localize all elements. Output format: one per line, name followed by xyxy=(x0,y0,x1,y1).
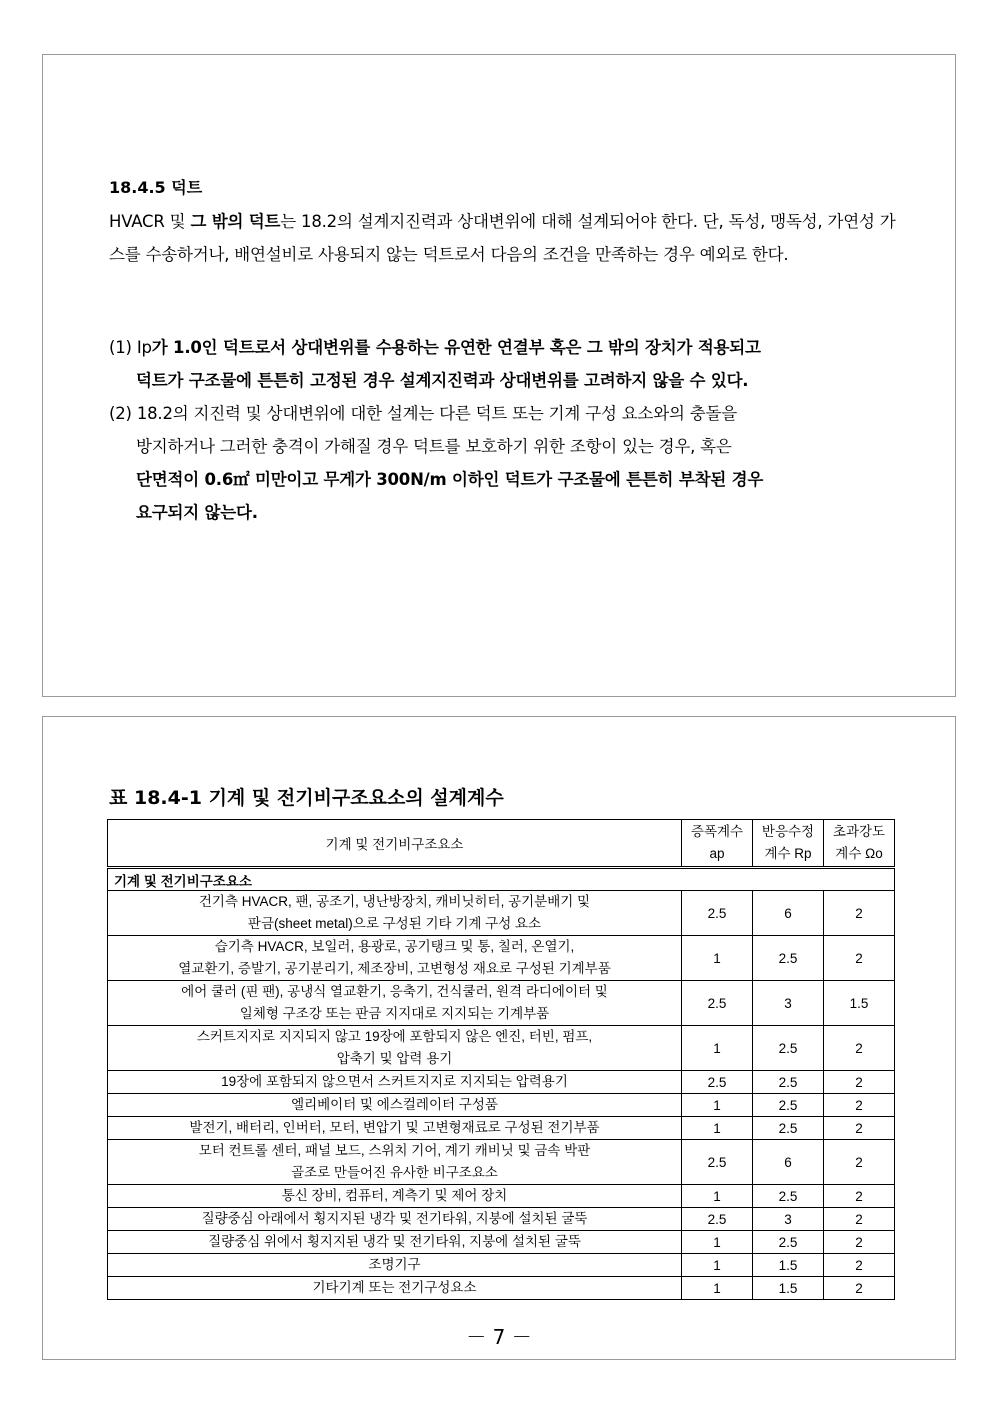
row-name-line1: 발전기, 배터리, 인버터, 모터, 변압기 및 고변형재료로 구성된 전기부품 xyxy=(189,1120,600,1135)
row-name-line2: 판금(sheet metal)으로 구성된 기타 기계 구성 요소 xyxy=(247,916,542,931)
row-component-name xyxy=(108,1208,682,1231)
row-name-line1: 질량중심 위에서 횡지지된 냉각 및 전기타워, 지붕에 설치된 굴뚝 xyxy=(208,1234,581,1249)
row-name-line1: 습기측 HVACR, 보일러, 용광로, 공기탱크 및 통, 칠러, 온열기, xyxy=(214,939,575,954)
group-label: 기계 및 전기비구조요소 xyxy=(108,868,895,891)
row-component-name xyxy=(108,1140,682,1185)
list-item-2 xyxy=(109,397,763,529)
row-name-line1: 19장에 포함되지 않으면서 스커트지지로 지지되는 압력용기 xyxy=(221,1074,568,1089)
row-omega-value: 2 xyxy=(824,1254,895,1277)
row-component-name xyxy=(108,1117,682,1140)
intro-paragraph xyxy=(109,205,899,271)
header-rp xyxy=(753,820,824,868)
row-rp-value: 2.5 xyxy=(753,1026,824,1071)
row-name-line1: 엘리베이터 및 에스컬레이터 구성품 xyxy=(291,1097,498,1112)
item1-prefix: (1) Ip xyxy=(109,338,152,357)
row-ap-value: 1 xyxy=(682,1277,753,1300)
row-rp-value: 2.5 xyxy=(753,1185,824,1208)
row-omega-value: 2 xyxy=(824,1277,895,1300)
row-ap-value: 1 xyxy=(682,1254,753,1277)
row-omega-value: 2 xyxy=(824,1231,895,1254)
header-ap-line2: ap xyxy=(709,846,725,861)
table-row xyxy=(108,1208,895,1231)
row-component-name xyxy=(108,1185,682,1208)
table-row xyxy=(108,1231,895,1254)
row-rp-value: 2.5 xyxy=(753,1117,824,1140)
header-rp-line2: 계수 Rp xyxy=(764,846,812,861)
row-component-name xyxy=(108,1231,682,1254)
row-omega-value: 2 xyxy=(824,1208,895,1231)
item2-line1: (2) 18.2의 지진력 및 상대변위에 대한 설계는 다른 덕트 또는 기계 구성 요소와의 충돌을 xyxy=(109,404,737,423)
table-row xyxy=(108,936,895,981)
row-ap-value: 2.5 xyxy=(682,1140,753,1185)
row-rp-value: 2.5 xyxy=(753,1231,824,1254)
table-row xyxy=(108,1026,895,1071)
row-component-name xyxy=(108,891,682,936)
row-name-line1: 스커트지지로 지지되지 않고 19장에 포함되지 않은 엔진, 터빈, 펌프, xyxy=(196,1029,593,1044)
row-name-line2: 압축기 및 압력 용기 xyxy=(336,1051,453,1066)
row-omega-value: 1.5 xyxy=(824,981,895,1026)
row-name-line2: 일체형 구조강 또는 판금 지지대로 지지되는 기계부품 xyxy=(239,1006,550,1021)
table-header-row xyxy=(108,820,895,868)
table-row xyxy=(108,981,895,1026)
row-omega-value: 2 xyxy=(824,1094,895,1117)
row-ap-value: 1 xyxy=(682,1026,753,1071)
item2-line4: 요구되지 않는다. xyxy=(136,503,258,522)
table-row xyxy=(108,1277,895,1300)
row-component-name xyxy=(108,1277,682,1300)
header-omega-line1: 초과강도 xyxy=(832,824,886,839)
header-rp-line1: 반응수정 xyxy=(761,824,815,839)
header-omega xyxy=(824,820,895,868)
row-rp-value: 3 xyxy=(753,1208,824,1231)
row-name-line1: 통신 장비, 컴퓨터, 계측기 및 제어 장치 xyxy=(281,1188,508,1203)
table-row xyxy=(108,1140,895,1185)
row-rp-value: 1.5 xyxy=(753,1254,824,1277)
row-component-name xyxy=(108,1071,682,1094)
table-row xyxy=(108,1185,895,1208)
row-ap-value: 2.5 xyxy=(682,981,753,1026)
header-ap-line1: 증폭계수 xyxy=(690,824,744,839)
page-panel-bottom xyxy=(42,716,956,1360)
row-omega-value: 2 xyxy=(824,1071,895,1094)
table-row xyxy=(108,1117,895,1140)
row-name-line1: 기타기계 또는 전기구성요소 xyxy=(312,1280,477,1295)
intro-text-bold: 그 밖의 덕트 xyxy=(190,212,281,231)
row-rp-value: 2.5 xyxy=(753,1094,824,1117)
list-item-1 xyxy=(109,331,761,397)
group-row xyxy=(108,868,895,891)
item2-line2: 방지하거나 그러한 충격이 가해질 경우 덕트를 보호하기 위한 조항이 있는 경우, 혹은 xyxy=(136,437,732,456)
row-ap-value: 1 xyxy=(682,1185,753,1208)
item2-line3: 단면적이 0.6㎡ 미만이고 무게가 300N/m 이하인 덕트가 구조물에 튼튼히 부착된 경우 xyxy=(136,470,764,489)
row-omega-value: 2 xyxy=(824,1026,895,1071)
row-ap-value: 1 xyxy=(682,1117,753,1140)
table-title: 표 18.4-1 기계 및 전기비구조요소의 설계계수 xyxy=(109,787,504,809)
page-number: － 7 － xyxy=(466,1325,532,1349)
section-title: 18.4.5 덕트 xyxy=(109,178,203,197)
row-name-line2: 골조로 만들어진 유사한 비구조요소 xyxy=(291,1165,498,1180)
row-rp-value: 3 xyxy=(753,981,824,1026)
row-component-name xyxy=(108,1254,682,1277)
row-rp-value: 2.5 xyxy=(753,936,824,981)
item1-line2: 덕트가 구조물에 튼튼히 고정된 경우 설계지진력과 상대변위를 고려하지 않을 수 있다. xyxy=(136,371,749,390)
header-ap xyxy=(682,820,753,868)
row-rp-value: 2.5 xyxy=(753,1071,824,1094)
table-row xyxy=(108,1071,895,1094)
row-name-line1: 조명기구 xyxy=(368,1257,421,1272)
row-name-line1: 질량중심 아래에서 횡지지된 냉각 및 전기타워, 지붕에 설치된 굴뚝 xyxy=(201,1211,588,1226)
row-name-line1: 에어 쿨러 (핀 팬), 공냉식 열교환기, 응축기, 건식쿨러, 원격 라디에이터 및 xyxy=(181,984,608,999)
header-component: 기계 및 전기비구조요소 xyxy=(108,820,682,868)
row-omega-value: 2 xyxy=(824,936,895,981)
row-name-line2: 열교환기, 증발기, 공기분리기, 제조장비, 고변형성 재요로 구성된 기계부품 xyxy=(178,961,611,976)
row-rp-value: 1.5 xyxy=(753,1277,824,1300)
row-ap-value: 2.5 xyxy=(682,1208,753,1231)
row-omega-value: 2 xyxy=(824,891,895,936)
row-name-line1: 건기측 HVACR, 팬, 공조기, 냉난방장치, 캐비닛히터, 공기분배기 및 xyxy=(198,894,591,909)
row-ap-value: 1 xyxy=(682,1231,753,1254)
row-ap-value: 2.5 xyxy=(682,891,753,936)
header-omega-line2: 계수 Ωo xyxy=(835,846,883,861)
item1-line1: 가 1.0인 덕트로서 상대변위를 수용하는 유연한 연결부 혹은 그 밖의 장치가 적용되고 xyxy=(151,338,761,357)
row-component-name xyxy=(108,981,682,1026)
intro-text-1: HVACR 및 xyxy=(109,212,191,231)
row-name-line1: 모터 컨트롤 센터, 패널 보드, 스위치 기어, 계기 캐비닛 및 금속 박판 xyxy=(198,1143,591,1158)
row-rp-value: 6 xyxy=(753,891,824,936)
row-component-name xyxy=(108,936,682,981)
table-row xyxy=(108,891,895,936)
table-row xyxy=(108,1254,895,1277)
table-row xyxy=(108,1094,895,1117)
intro-text-2: 는 18.2의 설계지진력과 상대변위에 대해 설계되어야 한다. 단, 독성, 맹독성, 가연성 가스를 수송하거나, 배연설비로 사용되지 않는 덕트로서 다음의 조건을 만족하는 경우 예외로 한다. xyxy=(109,212,896,264)
row-component-name xyxy=(108,1094,682,1117)
row-rp-value: 6 xyxy=(753,1140,824,1185)
row-ap-value: 2.5 xyxy=(682,1071,753,1094)
design-coefficient-table xyxy=(107,819,895,1300)
row-ap-value: 1 xyxy=(682,1094,753,1117)
page-panel-top xyxy=(42,54,956,697)
row-omega-value: 2 xyxy=(824,1140,895,1185)
row-ap-value: 1 xyxy=(682,936,753,981)
row-component-name xyxy=(108,1026,682,1071)
row-omega-value: 2 xyxy=(824,1117,895,1140)
row-omega-value: 2 xyxy=(824,1185,895,1208)
